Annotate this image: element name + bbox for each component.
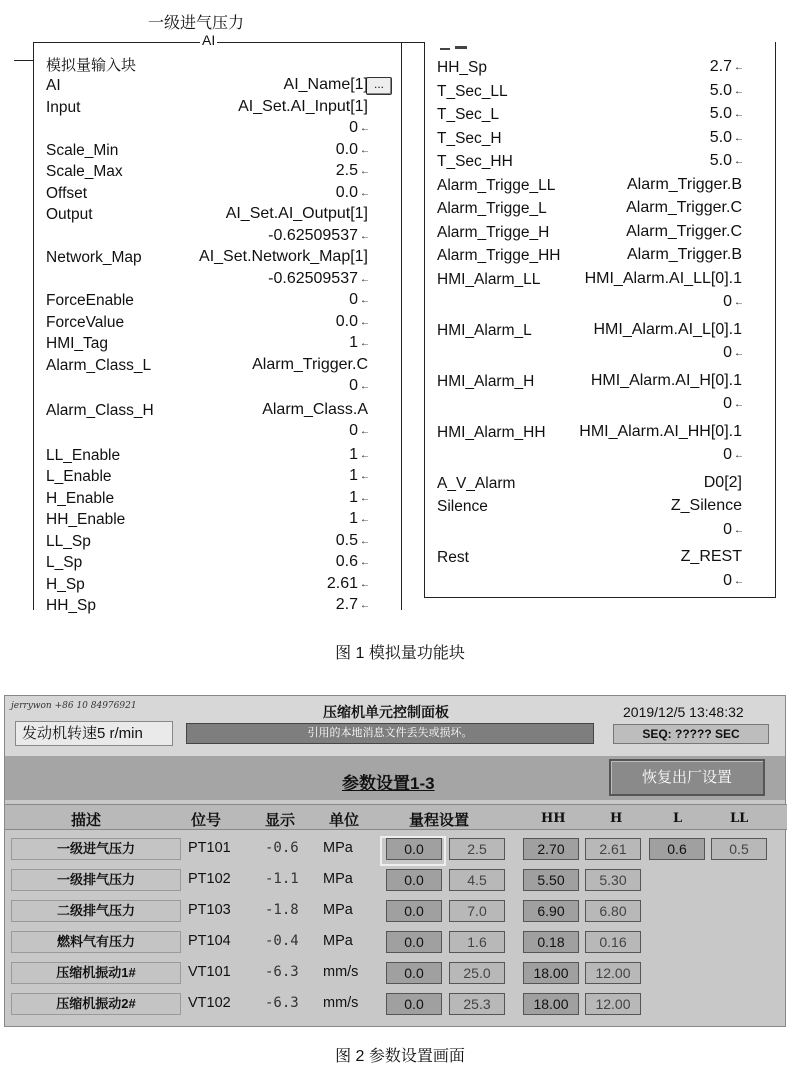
row-tag: PT104 — [188, 933, 231, 949]
parameter-value-text: 2.5 — [335, 162, 358, 179]
input-arrow-icon: ← — [734, 109, 744, 120]
col-unit: 单位 — [329, 812, 360, 829]
ll-setpoint-input[interactable]: 0.5 — [711, 838, 767, 860]
parameter-value-text: 2.61 — [326, 574, 358, 592]
input-arrow-icon: ← — [360, 316, 370, 328]
parameter-name: L_Sp — [46, 554, 83, 571]
parameter-value — [710, 58, 744, 76]
parameter-value-text: AI_Set.AI_Output[1] — [225, 205, 368, 222]
row-description: 压缩机振动1# — [11, 962, 181, 984]
parameter-value — [349, 377, 370, 395]
parameter-name: Alarm_Trigge_LL — [437, 176, 556, 194]
parameter-name: Alarm_Trigge_L — [437, 200, 547, 217]
parameter-value-text: Alarm_Trigger.B — [627, 175, 742, 193]
parameter-name: HH_Sp — [46, 597, 96, 614]
parameter-value — [627, 246, 744, 264]
hmi-panel — [4, 695, 786, 1027]
range-max-input[interactable]: 7.0 — [449, 900, 505, 922]
row-description: 压缩机振动2# — [11, 993, 181, 1015]
parameter-value-text: 1 — [349, 510, 358, 527]
engine-speed-display: 发动机转速5 r/min — [15, 721, 173, 746]
parameter-value — [723, 395, 744, 413]
parameter-value-text: AI_Set.Network_Map[1] — [199, 248, 368, 265]
input-arrow-icon: ← — [360, 123, 370, 134]
parameter-value-text: Alarm_Trigger.C — [626, 199, 742, 216]
input-arrow-icon: ← — [360, 166, 370, 177]
parameter-value — [626, 223, 744, 241]
col-range: 量程设置 — [409, 812, 470, 829]
h-setpoint-input[interactable]: 0.16 — [585, 931, 641, 953]
h-setpoint-input[interactable]: 5.30 — [585, 869, 641, 891]
clipped-text-fragment — [455, 46, 467, 49]
input-arrow-icon: ← — [360, 557, 370, 568]
parameter-value-text: 0.6 — [335, 553, 358, 570]
function-block-name: AI — [202, 32, 216, 48]
input-arrow-icon: ← — [734, 450, 744, 461]
parameter-name: Scale_Min — [46, 141, 119, 159]
parameter-value — [723, 446, 744, 464]
parameter-value-text: Z_Silence — [670, 497, 742, 514]
col-h: H — [610, 811, 623, 826]
parameter-name: H_Sp — [46, 575, 85, 593]
parameter-name: ForceEnable — [46, 292, 134, 309]
h-setpoint-input[interactable]: 2.61 — [585, 838, 641, 860]
parameter-value — [349, 334, 370, 352]
parameter-value-text: 0.0 — [335, 183, 358, 201]
browse-button[interactable]: ... — [366, 77, 392, 95]
parameter-value-text: AI_Name[1] — [283, 76, 368, 93]
range-min-input[interactable]: 0.0 — [386, 838, 442, 860]
parameter-value — [710, 152, 744, 170]
input-arrow-icon: ← — [734, 62, 744, 73]
parameter-value-text: 0 — [723, 293, 732, 310]
parameter-value — [336, 313, 370, 331]
parameter-value — [594, 321, 745, 339]
row-unit: mm/s — [323, 964, 359, 980]
figure1-caption: 图 1 模拟量功能块 — [335, 645, 465, 662]
parameter-value — [710, 129, 744, 147]
table-row — [5, 991, 787, 1017]
range-min-input[interactable]: 0.0 — [386, 993, 442, 1015]
parameter-value-text: 0 — [723, 571, 732, 589]
parameter-value-text: 0 — [349, 119, 358, 136]
table-row — [5, 836, 787, 862]
parameter-value-text: HMI_Alarm.AI_H[0].1 — [590, 371, 742, 389]
parameter-name: Offset — [46, 184, 88, 202]
input-arrow-icon: ← — [734, 297, 744, 308]
col-ll: LL — [730, 811, 749, 826]
input-arrow-icon: ← — [734, 156, 744, 167]
block-type-label: 模拟量输入块 — [46, 57, 137, 74]
input-arrow-icon: ← — [360, 230, 370, 242]
parameter-value-text: 2.7 — [335, 596, 358, 613]
parameter-value-text: AI_Set.AI_Input[1] — [238, 97, 368, 115]
input-arrow-icon: ← — [360, 144, 370, 156]
parameter-value-text: 5.0 — [709, 128, 732, 146]
h-setpoint-input[interactable]: 12.00 — [585, 962, 641, 984]
parameter-value-text: 1 — [349, 467, 358, 484]
hh-setpoint-input[interactable]: 6.90 — [523, 900, 579, 922]
parameter-value-text: 0 — [349, 377, 358, 394]
parameter-value-text: 0.5 — [335, 531, 358, 549]
parameter-name: Alarm_Class_L — [46, 356, 152, 374]
input-arrow-icon: ← — [360, 578, 370, 590]
table-row — [5, 898, 787, 924]
parameter-name: ForceValue — [46, 313, 125, 331]
parameter-name: HMI_Alarm_L — [437, 321, 532, 339]
input-wire — [14, 60, 34, 61]
input-arrow-icon: ← — [360, 449, 370, 461]
parameter-name: T_Sec_L — [437, 106, 500, 123]
h-setpoint-input[interactable]: 12.00 — [585, 993, 641, 1015]
parameter-value — [349, 510, 370, 528]
parameter-value-text: 0 — [349, 422, 358, 439]
input-arrow-icon: ← — [734, 575, 744, 587]
input-arrow-icon: ← — [734, 399, 744, 410]
parameter-name: Input — [46, 98, 81, 116]
parameter-name: LL_Enable — [46, 446, 121, 464]
parameter-value — [268, 227, 370, 245]
parameter-value-text: 5.0 — [709, 105, 732, 122]
parameter-value — [336, 141, 370, 159]
parameter-name: H_Enable — [46, 489, 115, 507]
hh-setpoint-input[interactable]: 18.00 — [523, 962, 579, 984]
row-unit: MPa — [323, 902, 353, 918]
parameter-value-text: 2.7 — [709, 58, 732, 75]
parameter-value-text: 0 — [723, 344, 732, 361]
parameter-value — [681, 548, 744, 566]
input-arrow-icon: ← — [360, 338, 370, 349]
table-header — [5, 804, 787, 830]
parameter-value — [349, 489, 370, 507]
hh-setpoint-input[interactable]: 2.70 — [523, 838, 579, 860]
input-arrow-icon: ← — [734, 524, 744, 536]
col-l: L — [673, 811, 683, 826]
parameter-value-text: -0.62509537 — [268, 269, 358, 287]
input-arrow-icon: ← — [360, 295, 370, 306]
col-hh: HH — [541, 811, 566, 826]
figure2-caption: 图 2 参数设置画面 — [335, 1048, 465, 1065]
row-display-value: -6.3 — [265, 995, 299, 1011]
row-description: 二级排气压力 — [11, 900, 181, 922]
parameter-value — [723, 521, 744, 539]
parameter-value — [349, 422, 370, 440]
parameter-name: A_V_Alarm — [437, 474, 516, 492]
hh-setpoint-input[interactable]: 18.00 — [523, 993, 579, 1015]
input-arrow-icon: ← — [360, 471, 370, 482]
parameter-value — [284, 76, 370, 94]
parameter-name: Alarm_Class_H — [46, 401, 154, 419]
parameter-value-text: Z_REST — [680, 548, 742, 565]
parameter-name: HMI_Alarm_LL — [437, 270, 541, 288]
datetime-display: 2019/12/5 13:48:32 — [623, 704, 744, 720]
parameter-name: Output — [46, 206, 93, 223]
range-max-input[interactable]: 1.6 — [449, 931, 505, 953]
parameter-value-text: HMI_Alarm.AI_L[0].1 — [593, 320, 742, 338]
input-arrow-icon: ← — [360, 426, 370, 437]
message-bar: 引用的本地消息文件丢失或损坏。 — [186, 723, 594, 744]
parameter-value-text: 1 — [349, 334, 358, 351]
parameter-value-text: 0 — [723, 446, 732, 463]
table-row — [5, 929, 787, 955]
input-arrow-icon: ← — [734, 132, 744, 144]
block-title: 一级进气压力 — [148, 15, 245, 32]
parameter-name: T_Sec_H — [437, 129, 502, 147]
parameter-value-text: Alarm_Trigger.B — [627, 246, 742, 263]
parameter-value — [327, 575, 370, 593]
col-desc: 描述 — [71, 812, 102, 829]
row-display-value: -1.8 — [265, 902, 299, 918]
input-arrow-icon: ← — [734, 85, 744, 97]
parameter-value — [349, 467, 370, 485]
row-tag: VT101 — [188, 964, 231, 980]
parameter-name: HMI_Alarm_HH — [437, 423, 546, 441]
row-display-value: -0.6 — [265, 840, 299, 856]
parameter-value — [268, 270, 370, 288]
parameter-value-text: 5.0 — [709, 81, 732, 99]
parameter-value-text: 0 — [723, 395, 732, 412]
parameter-value-text: HMI_Alarm.AI_HH[0].1 — [579, 422, 742, 440]
parameter-value — [710, 105, 744, 123]
row-description: 一级排气压力 — [11, 869, 181, 891]
range-max-input[interactable]: 2.5 — [449, 838, 505, 860]
range-max-input[interactable]: 25.3 — [449, 993, 505, 1015]
hh-setpoint-input[interactable]: 5.50 — [523, 869, 579, 891]
input-arrow-icon: ← — [360, 600, 370, 611]
row-unit: MPa — [323, 871, 353, 887]
row-description: 一级进气压力 — [11, 838, 181, 860]
parameter-name: Alarm_Trigge_HH — [437, 247, 561, 264]
parameter-value — [349, 446, 370, 464]
parameter-value — [723, 293, 744, 311]
parameter-value — [723, 572, 744, 590]
parameter-value — [723, 344, 744, 362]
panel-header — [5, 696, 785, 756]
panel-title: 压缩机单元控制面板 — [323, 704, 449, 720]
input-arrow-icon: ← — [360, 187, 370, 199]
row-display-value: -1.1 — [265, 871, 299, 887]
parameter-value-text: -0.62509537 — [268, 226, 358, 244]
col-display: 显示 — [265, 812, 296, 829]
parameter-value-text: HMI_Alarm.AI_LL[0].1 — [584, 269, 742, 287]
parameter-value — [585, 270, 744, 288]
input-arrow-icon: ← — [734, 348, 744, 359]
row-tag: PT101 — [188, 840, 231, 856]
parameter-value — [336, 184, 370, 202]
parameter-value — [579, 423, 744, 441]
parameter-name: L_Enable — [46, 468, 112, 485]
page-title: 参数设置1-3 — [342, 774, 435, 793]
parameter-value-text: Alarm_Trigger.C — [252, 355, 368, 373]
parameter-value — [262, 401, 370, 419]
parameter-name: T_Sec_LL — [437, 82, 508, 100]
row-tag: VT102 — [188, 995, 231, 1011]
row-unit: mm/s — [323, 995, 359, 1011]
parameter-name: Scale_Max — [46, 163, 123, 180]
input-arrow-icon: ← — [360, 535, 370, 547]
clipped-text-fragment — [440, 48, 450, 50]
selection-frame — [380, 836, 446, 866]
parameter-value-text: 5.0 — [709, 152, 732, 169]
parameter-name: HMI_Alarm_H — [437, 372, 535, 390]
parameter-value-text: Alarm_Trigger.C — [626, 222, 742, 240]
parameter-value — [336, 596, 370, 614]
parameter-value — [627, 176, 744, 194]
parameter-value-text: 0.0 — [335, 140, 358, 158]
range-min-input[interactable]: 0.0 — [386, 962, 442, 984]
parameter-name: AI — [46, 77, 61, 94]
parameter-value — [710, 82, 744, 100]
parameter-value-text: 0 — [349, 291, 358, 308]
parameter-value-text: D0[2] — [703, 473, 742, 491]
row-description: 燃料气有压力 — [11, 931, 181, 953]
parameter-value — [226, 205, 370, 223]
parameter-value-text: 1 — [349, 488, 358, 506]
parameter-name: Rest — [437, 549, 469, 566]
row-tag: PT102 — [188, 871, 231, 887]
l-setpoint-input[interactable]: 0.6 — [649, 838, 705, 860]
input-arrow-icon: ← — [360, 492, 370, 504]
parameter-name: HMI_Tag — [46, 335, 109, 352]
parameter-name: T_Sec_HH — [437, 153, 513, 170]
parameter-value — [671, 497, 744, 515]
parameter-value — [349, 119, 370, 137]
parameter-value — [199, 248, 370, 266]
parameter-value-text: Alarm_Class.A — [262, 400, 368, 418]
parameter-name: HH_Enable — [46, 511, 126, 528]
row-display-value: -0.4 — [265, 933, 299, 949]
restore-factory-button[interactable]: 恢复出厂设置 — [609, 759, 765, 796]
parameter-value-text: 1 — [349, 445, 358, 463]
input-arrow-icon: ← — [360, 381, 370, 392]
parameter-value — [238, 98, 370, 116]
range-max-input[interactable]: 25.0 — [449, 962, 505, 984]
range-min-input[interactable]: 0.0 — [386, 931, 442, 953]
row-unit: MPa — [323, 933, 353, 949]
parameter-value-text: 0 — [723, 520, 732, 538]
range-min-input[interactable]: 0.0 — [386, 900, 442, 922]
h-setpoint-input[interactable]: 6.80 — [585, 900, 641, 922]
parameter-value — [626, 199, 744, 217]
parameter-value-text: 0.0 — [335, 312, 358, 330]
parameter-name: HH_Sp — [437, 59, 487, 76]
operator-info: jerrywon +86 10 84976921 — [11, 701, 137, 711]
table-row — [5, 960, 787, 986]
input-arrow-icon: ← — [360, 514, 370, 525]
connector-line — [402, 42, 424, 43]
parameter-name: Network_Map — [46, 249, 142, 266]
seq-display: SEQ: ????? SEC — [613, 724, 769, 744]
row-display-value: -6.3 — [265, 964, 299, 980]
parameter-value — [336, 553, 370, 571]
parameter-value — [704, 474, 744, 492]
parameter-value — [336, 162, 370, 180]
hh-setpoint-input[interactable]: 0.18 — [523, 931, 579, 953]
table-row — [5, 867, 787, 893]
parameter-value — [349, 291, 370, 309]
parameter-value — [252, 356, 370, 374]
parameter-name: Silence — [437, 498, 488, 515]
parameter-name: Alarm_Trigge_H — [437, 223, 550, 241]
input-arrow-icon: ← — [360, 273, 370, 285]
range-min-input[interactable]: 0.0 — [386, 869, 442, 891]
parameter-value — [336, 532, 370, 550]
row-unit: MPa — [323, 840, 353, 856]
range-max-input[interactable]: 4.5 — [449, 869, 505, 891]
row-tag: PT103 — [188, 902, 231, 918]
parameter-value — [591, 372, 744, 390]
parameter-name: LL_Sp — [46, 532, 91, 550]
col-tag: 位号 — [191, 812, 222, 829]
